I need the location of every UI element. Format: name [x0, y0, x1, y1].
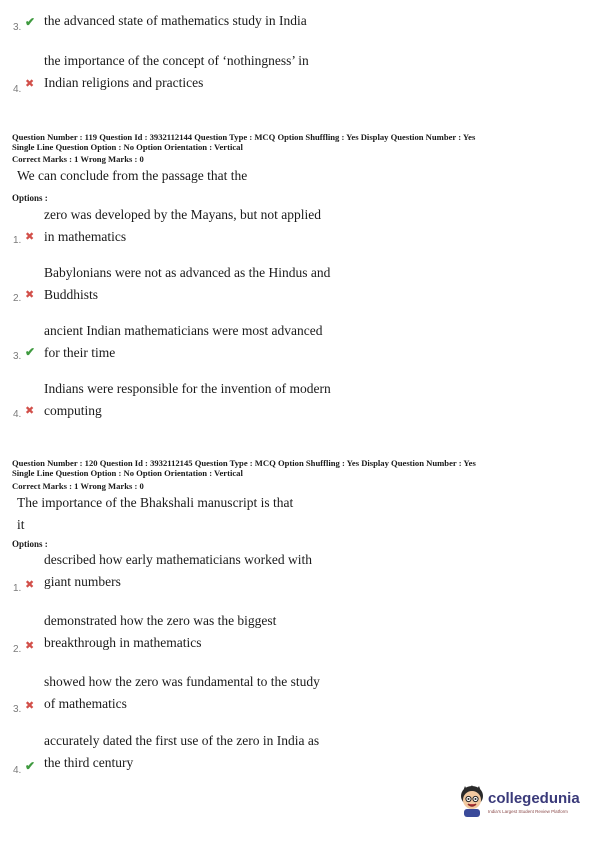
- collegedunia-logo: [458, 782, 583, 822]
- cross-icon: ✖: [25, 289, 35, 301]
- question-stem: We can conclude from the passage that the: [17, 168, 248, 183]
- option-text: for their time: [44, 345, 116, 360]
- option-text: Buddhists: [44, 287, 99, 302]
- option-number: 3.: [13, 351, 22, 362]
- question-stem: it: [17, 517, 25, 532]
- cross-icon: ✖: [25, 640, 35, 652]
- option-text: in mathematics: [44, 229, 127, 244]
- question-meta: Question Number : 120 Question Id : 3932112145 Question Type : MCQ Option Shuffling : Yes Display Question Number : Yes: [12, 458, 476, 468]
- option-number: 2.: [13, 644, 22, 655]
- option-number: 3.: [13, 22, 22, 33]
- options-label: Options :: [12, 539, 48, 549]
- check-icon: ✔: [25, 15, 36, 29]
- option-text: giant numbers: [44, 574, 121, 589]
- check-icon: ✔: [25, 759, 36, 773]
- option-text: showed how the zero was fundamental to the study: [44, 674, 320, 689]
- question-meta: Question Number : 119 Question Id : 3932112144 Question Type : MCQ Option Shuffling : Yes Display Question Number : Yes: [12, 132, 476, 142]
- cross-icon: ✖: [25, 405, 35, 417]
- option-text: of mathematics: [44, 696, 127, 711]
- option-text: the advanced state of mathematics study in India: [44, 13, 307, 28]
- cross-icon: ✖: [25, 700, 35, 712]
- check-icon: ✔: [25, 345, 36, 359]
- logo-name: collegedunia: [488, 790, 580, 807]
- logo-tagline: India's Largest Student Review Platform: [488, 809, 568, 814]
- option-text: demonstrated how the zero was the biggest: [44, 613, 277, 628]
- option-number: 1.: [13, 235, 22, 246]
- option-text: breakthrough in mathematics: [44, 635, 202, 650]
- option-number: 3.: [13, 704, 22, 715]
- option-text: accurately dated the first use of the zero in India as: [44, 733, 320, 748]
- option-number: 4.: [13, 409, 22, 420]
- option-text: Babylonians were not as advanced as the Hindus and: [44, 265, 331, 280]
- option-text: Indian religions and practices: [44, 75, 204, 90]
- option-number: 1.: [13, 583, 22, 594]
- option-text: the importance of the concept of ‘nothingness’ in: [44, 53, 309, 68]
- cross-icon: ✖: [25, 231, 35, 243]
- option-number: 2.: [13, 293, 22, 304]
- cross-icon: ✖: [25, 78, 35, 90]
- option-number: 4.: [13, 765, 22, 776]
- question-stem: The importance of the Bhakshali manuscript is that: [17, 495, 294, 510]
- option-text: zero was developed by the Mayans, but not applied: [44, 207, 322, 222]
- option-text: Indians were responsible for the invention of modern: [44, 381, 331, 396]
- option-text: described how early mathematicians worked with: [44, 552, 313, 567]
- option-text: computing: [44, 403, 102, 418]
- cross-icon: ✖: [25, 579, 35, 591]
- option-number: 4.: [13, 84, 22, 95]
- option-text: the third century: [44, 755, 134, 770]
- option-text: ancient Indian mathematicians were most advanced: [44, 323, 323, 338]
- question-meta: Single Line Question Option : No Option Orientation : Vertical: [12, 468, 243, 478]
- options-label: Options :: [12, 193, 48, 203]
- question-marks: Correct Marks : 1 Wrong Marks : 0: [12, 481, 144, 491]
- question-meta: Single Line Question Option : No Option Orientation : Vertical: [12, 142, 243, 152]
- mascot-icon: [458, 784, 486, 818]
- question-marks: Correct Marks : 1 Wrong Marks : 0: [12, 154, 144, 164]
